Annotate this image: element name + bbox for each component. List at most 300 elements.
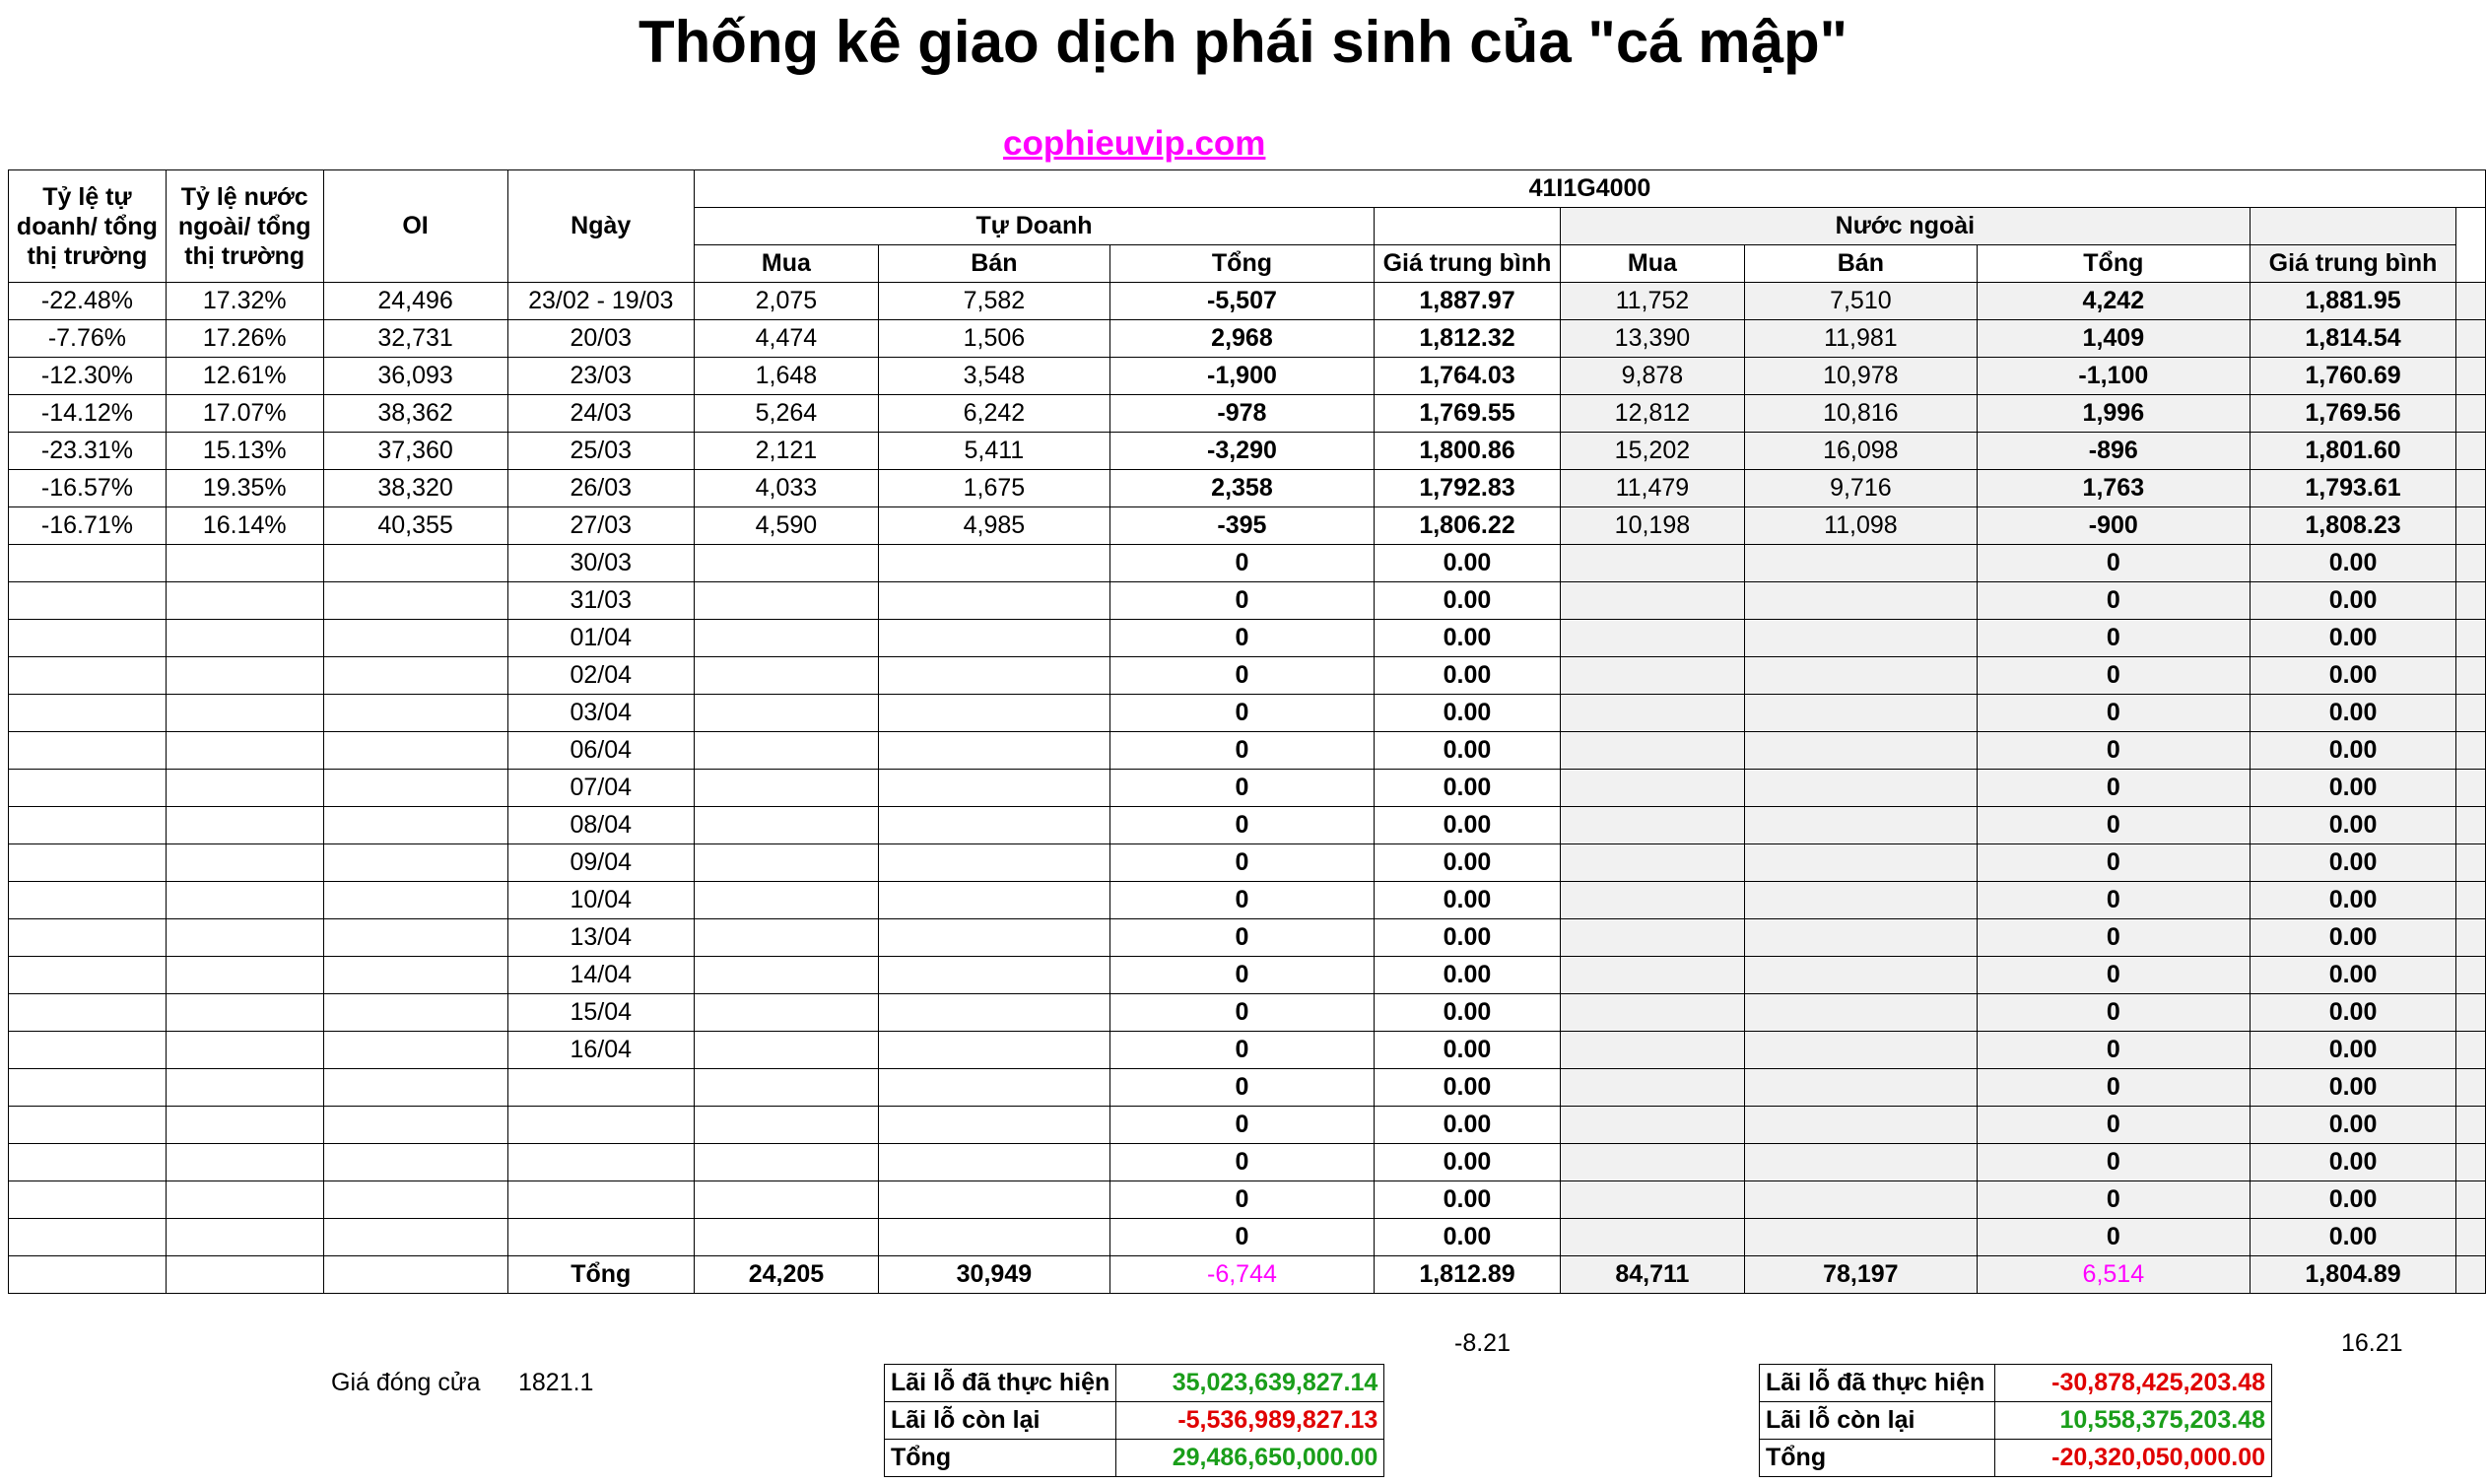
foreign-total-cell: 0	[1977, 1181, 2250, 1219]
pnl-label: Lãi lỗ đã thực hiện	[885, 1365, 1116, 1402]
prop-total-cell: 0	[1109, 1032, 1374, 1069]
foreign-buy-cell	[1560, 620, 1744, 657]
trailing-cell	[2456, 470, 2486, 507]
prop-total-cell: -978	[1109, 395, 1374, 433]
ratio-foreign-cell	[166, 545, 323, 582]
oi-cell	[323, 919, 507, 957]
oi-cell	[323, 732, 507, 770]
prop-sell-cell	[878, 1219, 1109, 1256]
prop-avg-cell: 1,769.55	[1375, 395, 1561, 433]
date-cell: 07/04	[507, 770, 694, 807]
foreign-buy-cell: 15,202	[1560, 433, 1744, 470]
table-row	[9, 283, 2486, 320]
prop-sell-cell	[878, 770, 1109, 807]
prop-sell-cell	[878, 657, 1109, 695]
prop-total-cell: 2,968	[1109, 320, 1374, 358]
foreign-total-cell: 0	[1977, 582, 2250, 620]
ratio-foreign-cell: 19.35%	[166, 470, 323, 507]
foreign-avg-cell: 1,801.60	[2250, 433, 2455, 470]
ratio-foreign-cell	[166, 1219, 323, 1256]
prop-buy-cell	[694, 882, 878, 919]
prop-avg-cell: 0.00	[1375, 545, 1561, 582]
ratio-foreign-cell: 17.32%	[166, 283, 323, 320]
header-empty	[1375, 208, 1561, 245]
table-row	[9, 957, 2486, 994]
ratio-foreign-cell	[166, 770, 323, 807]
prop-avg-cell: 0.00	[1375, 882, 1561, 919]
foreign-avg-diff: 16.21	[2341, 1329, 2403, 1357]
prop-sell-cell	[878, 582, 1109, 620]
foreign-total-cell: 0	[1977, 882, 2250, 919]
foreign-sell-cell	[1744, 1032, 1977, 1069]
foreign-total-cell: 0	[1977, 545, 2250, 582]
foreign-buy-cell	[1560, 844, 1744, 882]
totals-cell	[323, 1256, 507, 1294]
prop-avg-cell: 0.00	[1375, 1069, 1561, 1107]
table-row	[9, 433, 2486, 470]
totals-foreign-total: 6,514	[1977, 1256, 2250, 1294]
trailing-cell	[2456, 770, 2486, 807]
ratio-foreign-cell: 17.26%	[166, 320, 323, 358]
oi-cell: 40,355	[323, 507, 507, 545]
ratio-prop-cell	[9, 844, 167, 882]
table-row	[9, 1107, 2486, 1144]
ratio-foreign-cell	[166, 1181, 323, 1219]
foreign-sell-cell: 16,098	[1744, 433, 1977, 470]
ratio-foreign-cell	[166, 582, 323, 620]
foreign-avg-cell: 1,814.54	[2250, 320, 2455, 358]
pnl-value: 35,023,639,827.14	[1116, 1365, 1384, 1402]
date-cell: 14/04	[507, 957, 694, 994]
pnl-label: Lãi lỗ còn lại	[885, 1402, 1116, 1440]
pnl-row	[1760, 1440, 2272, 1477]
totals-cell	[9, 1256, 167, 1294]
foreign-total-cell: -896	[1977, 433, 2250, 470]
date-cell: 23/03	[507, 358, 694, 395]
ratio-foreign-cell	[166, 1107, 323, 1144]
page-title: Thống kê giao dịch phái sinh của "cá mập"	[638, 9, 1848, 75]
ratio-prop-cell	[9, 1069, 167, 1107]
table-row	[9, 545, 2486, 582]
foreign-buy-cell: 10,198	[1560, 507, 1744, 545]
table-row	[9, 1069, 2486, 1107]
prop-buy-cell	[694, 957, 878, 994]
foreign-buy-cell	[1560, 1107, 1744, 1144]
prop-avg-cell: 0.00	[1375, 844, 1561, 882]
foreign-buy-cell	[1560, 582, 1744, 620]
prop-total-cell: 0	[1109, 919, 1374, 957]
prop-total-cell: 0	[1109, 657, 1374, 695]
date-cell: 03/04	[507, 695, 694, 732]
table-body	[9, 283, 2486, 1256]
foreign-buy-cell	[1560, 882, 1744, 919]
prop-total-cell: 0	[1109, 957, 1374, 994]
prop-sell-cell: 3,548	[878, 358, 1109, 395]
pnl-row	[1760, 1402, 2272, 1440]
foreign-total-cell: -1,100	[1977, 358, 2250, 395]
prop-buy-cell: 4,033	[694, 470, 878, 507]
date-cell: 26/03	[507, 470, 694, 507]
date-cell: 27/03	[507, 507, 694, 545]
trailing-cell	[2456, 545, 2486, 582]
pnl-row	[1760, 1365, 2272, 1402]
pnl-row	[885, 1402, 1384, 1440]
prop-avg-cell: 0.00	[1375, 732, 1561, 770]
foreign-sell-cell: 10,816	[1744, 395, 1977, 433]
prop-avg-cell: 1,812.32	[1375, 320, 1561, 358]
table-row	[9, 395, 2486, 433]
prop-total-cell: 0	[1109, 732, 1374, 770]
pnl-foreign-table	[1759, 1364, 2272, 1477]
foreign-total-cell: 4,242	[1977, 283, 2250, 320]
prop-sell-cell: 6,242	[878, 395, 1109, 433]
foreign-buy-cell	[1560, 1144, 1744, 1181]
pnl-label: Lãi lỗ còn lại	[1760, 1402, 1995, 1440]
table-row	[9, 1181, 2486, 1219]
table-row	[9, 807, 2486, 844]
prop-avg-cell: 0.00	[1375, 807, 1561, 844]
oi-cell	[323, 957, 507, 994]
table-row	[9, 582, 2486, 620]
foreign-sell-cell	[1744, 919, 1977, 957]
ratio-foreign-cell	[166, 620, 323, 657]
foreign-avg-cell: 0.00	[2250, 1069, 2455, 1107]
header-contract: 41I1G4000	[694, 170, 2485, 208]
prop-sell-cell: 1,675	[878, 470, 1109, 507]
ratio-prop-cell	[9, 1032, 167, 1069]
pnl-prop-table	[884, 1364, 1384, 1477]
prop-sell-cell	[878, 1144, 1109, 1181]
pnl-label: Tổng	[1760, 1440, 1995, 1477]
foreign-avg-cell: 0.00	[2250, 657, 2455, 695]
ratio-foreign-cell	[166, 844, 323, 882]
trailing-cell	[2456, 732, 2486, 770]
header-date: Ngày	[507, 170, 694, 283]
prop-buy-cell	[694, 1069, 878, 1107]
prop-avg-cell: 1,792.83	[1375, 470, 1561, 507]
oi-cell: 37,360	[323, 433, 507, 470]
date-cell	[507, 1107, 694, 1144]
ratio-foreign-cell	[166, 882, 323, 919]
ratio-prop-cell	[9, 657, 167, 695]
prop-total-cell: -3,290	[1109, 433, 1374, 470]
foreign-buy-cell	[1560, 1069, 1744, 1107]
foreign-total-cell: 0	[1977, 957, 2250, 994]
foreign-total-cell: 1,996	[1977, 395, 2250, 433]
ratio-prop-cell	[9, 770, 167, 807]
oi-cell	[323, 882, 507, 919]
trailing-cell	[2456, 657, 2486, 695]
prop-sell-cell	[878, 1032, 1109, 1069]
prop-buy-cell	[694, 695, 878, 732]
foreign-buy-cell	[1560, 770, 1744, 807]
date-cell: 13/04	[507, 919, 694, 957]
foreign-total-cell: -900	[1977, 507, 2250, 545]
prop-sell-cell	[878, 1069, 1109, 1107]
table-row	[9, 320, 2486, 358]
prop-total-cell: 0	[1109, 695, 1374, 732]
foreign-avg-cell: 0.00	[2250, 957, 2455, 994]
table-row	[9, 657, 2486, 695]
prop-sell-cell	[878, 695, 1109, 732]
prop-total-cell: 2,358	[1109, 470, 1374, 507]
prop-buy-cell	[694, 994, 878, 1032]
prop-sell-cell	[878, 620, 1109, 657]
ratio-prop-cell	[9, 1144, 167, 1181]
prop-total-cell: -5,507	[1109, 283, 1374, 320]
foreign-buy-cell	[1560, 657, 1744, 695]
foreign-sell-cell	[1744, 882, 1977, 919]
prop-sell-cell	[878, 957, 1109, 994]
foreign-buy-cell	[1560, 1219, 1744, 1256]
table-row	[9, 695, 2486, 732]
foreign-avg-cell: 1,808.23	[2250, 507, 2455, 545]
foreign-buy-cell: 12,812	[1560, 395, 1744, 433]
prop-buy-cell: 2,075	[694, 283, 878, 320]
ratio-prop-cell	[9, 1181, 167, 1219]
date-cell: 23/02 - 19/03	[507, 283, 694, 320]
ratio-prop-cell	[9, 582, 167, 620]
trailing-cell	[2456, 620, 2486, 657]
foreign-sell-cell	[1744, 657, 1977, 695]
foreign-total-cell: 0	[1977, 695, 2250, 732]
site-link[interactable]: cophieuvip.com	[1003, 124, 1266, 163]
totals-cell	[166, 1256, 323, 1294]
header-foreign-buy: Mua	[1560, 245, 1744, 283]
foreign-avg-cell: 0.00	[2250, 882, 2455, 919]
foreign-sell-cell	[1744, 1107, 1977, 1144]
foreign-sell-cell	[1744, 957, 1977, 994]
table-row	[9, 844, 2486, 882]
prop-avg-cell: 0.00	[1375, 1181, 1561, 1219]
header-foreign-sell: Bán	[1744, 245, 1977, 283]
date-cell: 02/04	[507, 657, 694, 695]
date-cell: 09/04	[507, 844, 694, 882]
prop-sell-cell	[878, 1107, 1109, 1144]
prop-avg-cell: 0.00	[1375, 582, 1561, 620]
foreign-total-cell: 0	[1977, 994, 2250, 1032]
totals-prop-sell: 30,949	[878, 1256, 1109, 1294]
trailing-cell	[2456, 283, 2486, 320]
ratio-prop-cell	[9, 919, 167, 957]
foreign-total-cell: 0	[1977, 1032, 2250, 1069]
totals-foreign-sell: 78,197	[1744, 1256, 1977, 1294]
ratio-foreign-cell: 16.14%	[166, 507, 323, 545]
foreign-sell-cell	[1744, 1219, 1977, 1256]
ratio-foreign-cell	[166, 695, 323, 732]
oi-cell: 38,320	[323, 470, 507, 507]
ratio-foreign-cell	[166, 1032, 323, 1069]
prop-total-cell: 0	[1109, 582, 1374, 620]
oi-cell	[323, 545, 507, 582]
prop-avg-cell: 0.00	[1375, 919, 1561, 957]
foreign-avg-cell: 0.00	[2250, 732, 2455, 770]
ratio-foreign-cell	[166, 1069, 323, 1107]
foreign-total-cell: 0	[1977, 1144, 2250, 1181]
prop-buy-cell	[694, 620, 878, 657]
trailing-cell	[2456, 994, 2486, 1032]
trailing-cell	[2456, 1107, 2486, 1144]
foreign-avg-cell: 0.00	[2250, 770, 2455, 807]
trailing-cell	[2456, 395, 2486, 433]
foreign-buy-cell	[1560, 732, 1744, 770]
ratio-prop-cell	[9, 620, 167, 657]
foreign-total-cell: 0	[1977, 919, 2250, 957]
oi-cell	[323, 1219, 507, 1256]
prop-buy-cell	[694, 1181, 878, 1219]
foreign-sell-cell: 9,716	[1744, 470, 1977, 507]
oi-cell	[323, 695, 507, 732]
ratio-prop-cell: -23.31%	[9, 433, 167, 470]
header-prop-total: Tổng	[1109, 245, 1374, 283]
foreign-sell-cell	[1744, 732, 1977, 770]
foreign-buy-cell	[1560, 1032, 1744, 1069]
foreign-buy-cell: 11,752	[1560, 283, 1744, 320]
header-prop-sell: Bán	[878, 245, 1109, 283]
foreign-total-cell: 0	[1977, 620, 2250, 657]
trailing-cell	[2456, 957, 2486, 994]
prop-buy-cell	[694, 807, 878, 844]
date-cell	[507, 1144, 694, 1181]
foreign-avg-cell: 0.00	[2250, 545, 2455, 582]
prop-buy-cell	[694, 732, 878, 770]
oi-cell	[323, 620, 507, 657]
foreign-avg-cell: 1,760.69	[2250, 358, 2455, 395]
ratio-prop-cell: -14.12%	[9, 395, 167, 433]
date-cell: 01/04	[507, 620, 694, 657]
ratio-foreign-cell: 15.13%	[166, 433, 323, 470]
table-row	[9, 620, 2486, 657]
prop-buy-cell	[694, 770, 878, 807]
date-cell: 16/04	[507, 1032, 694, 1069]
pnl-label: Tổng	[885, 1440, 1116, 1477]
prop-avg-cell: 0.00	[1375, 620, 1561, 657]
foreign-sell-cell	[1744, 807, 1977, 844]
foreign-avg-cell: 0.00	[2250, 1219, 2455, 1256]
prop-sell-cell	[878, 807, 1109, 844]
foreign-sell-cell	[1744, 582, 1977, 620]
foreign-avg-cell: 0.00	[2250, 994, 2455, 1032]
oi-cell	[323, 994, 507, 1032]
date-cell: 30/03	[507, 545, 694, 582]
header-foreign-total: Tổng	[1977, 245, 2250, 283]
prop-avg-cell: 0.00	[1375, 1219, 1561, 1256]
ratio-prop-cell	[9, 545, 167, 582]
prop-buy-cell	[694, 582, 878, 620]
ratio-foreign-cell	[166, 657, 323, 695]
prop-buy-cell: 2,121	[694, 433, 878, 470]
totals-prop-avg: 1,812.89	[1375, 1256, 1561, 1294]
foreign-buy-cell	[1560, 957, 1744, 994]
header-group-foreign: Nước ngoài	[1560, 208, 2250, 245]
prop-total-cell: -1,900	[1109, 358, 1374, 395]
oi-cell	[323, 844, 507, 882]
trailing-cell	[2456, 695, 2486, 732]
table-row	[9, 770, 2486, 807]
table-row	[9, 919, 2486, 957]
foreign-total-cell: 0	[1977, 657, 2250, 695]
prop-buy-cell	[694, 545, 878, 582]
header-prop-buy: Mua	[694, 245, 878, 283]
ratio-prop-cell	[9, 1107, 167, 1144]
prop-buy-cell	[694, 1107, 878, 1144]
foreign-sell-cell	[1744, 844, 1977, 882]
prop-buy-cell	[694, 844, 878, 882]
trailing-cell	[2456, 1144, 2486, 1181]
oi-cell: 38,362	[323, 395, 507, 433]
ratio-prop-cell	[9, 957, 167, 994]
table-row	[9, 507, 2486, 545]
oi-cell	[323, 1032, 507, 1069]
foreign-avg-cell: 1,793.61	[2250, 470, 2455, 507]
ratio-foreign-cell	[166, 1144, 323, 1181]
trailing-cell	[2456, 507, 2486, 545]
ratio-foreign-cell	[166, 994, 323, 1032]
prop-buy-cell	[694, 1032, 878, 1069]
foreign-buy-cell	[1560, 545, 1744, 582]
prop-buy-cell: 4,590	[694, 507, 878, 545]
prop-sell-cell	[878, 994, 1109, 1032]
totals-prop-total: -6,744	[1109, 1256, 1374, 1294]
prop-avg-cell: 0.00	[1375, 994, 1561, 1032]
oi-cell: 24,496	[323, 283, 507, 320]
prop-total-cell: 0	[1109, 1181, 1374, 1219]
prop-sell-cell	[878, 844, 1109, 882]
foreign-total-cell: 0	[1977, 1219, 2250, 1256]
ratio-prop-cell: -16.57%	[9, 470, 167, 507]
totals-row	[9, 1256, 2486, 1294]
date-cell: 08/04	[507, 807, 694, 844]
prop-avg-cell: 0.00	[1375, 770, 1561, 807]
foreign-total-cell: 0	[1977, 1069, 2250, 1107]
foreign-total-cell: 0	[1977, 732, 2250, 770]
prop-sell-cell: 1,506	[878, 320, 1109, 358]
prop-avg-diff: -8.21	[1454, 1329, 1511, 1357]
foreign-avg-cell: 0.00	[2250, 1107, 2455, 1144]
totals-label: Tổng	[507, 1256, 694, 1294]
foreign-total-cell: 0	[1977, 770, 2250, 807]
ratio-prop-cell: -16.71%	[9, 507, 167, 545]
pnl-value: 10,558,375,203.48	[1995, 1402, 2272, 1440]
prop-buy-cell: 5,264	[694, 395, 878, 433]
prop-avg-cell: 0.00	[1375, 695, 1561, 732]
trailing-cell	[2456, 844, 2486, 882]
prop-avg-cell: 0.00	[1375, 1144, 1561, 1181]
ratio-foreign-cell: 17.07%	[166, 395, 323, 433]
prop-total-cell: 0	[1109, 1107, 1374, 1144]
foreign-avg-cell: 0.00	[2250, 582, 2455, 620]
prop-total-cell: -395	[1109, 507, 1374, 545]
prop-sell-cell	[878, 1181, 1109, 1219]
header-ratio-foreign: Tỷ lệ nước ngoài/ tổng thị trường	[166, 170, 323, 283]
oi-cell	[323, 657, 507, 695]
date-cell: 25/03	[507, 433, 694, 470]
prop-sell-cell	[878, 732, 1109, 770]
foreign-avg-cell: 1,769.56	[2250, 395, 2455, 433]
oi-cell: 36,093	[323, 358, 507, 395]
trailing-cell	[2456, 1181, 2486, 1219]
trailing-cell	[2456, 1219, 2486, 1256]
foreign-total-cell: 1,763	[1977, 470, 2250, 507]
closing-price-value: 1821.1	[518, 1369, 594, 1396]
prop-total-cell: 0	[1109, 844, 1374, 882]
foreign-avg-cell: 0.00	[2250, 1144, 2455, 1181]
oi-cell: 32,731	[323, 320, 507, 358]
ratio-foreign-cell	[166, 807, 323, 844]
trailing-cell	[2456, 882, 2486, 919]
closing-price-label: Giá đóng cửa	[331, 1369, 481, 1396]
date-cell	[507, 1181, 694, 1219]
